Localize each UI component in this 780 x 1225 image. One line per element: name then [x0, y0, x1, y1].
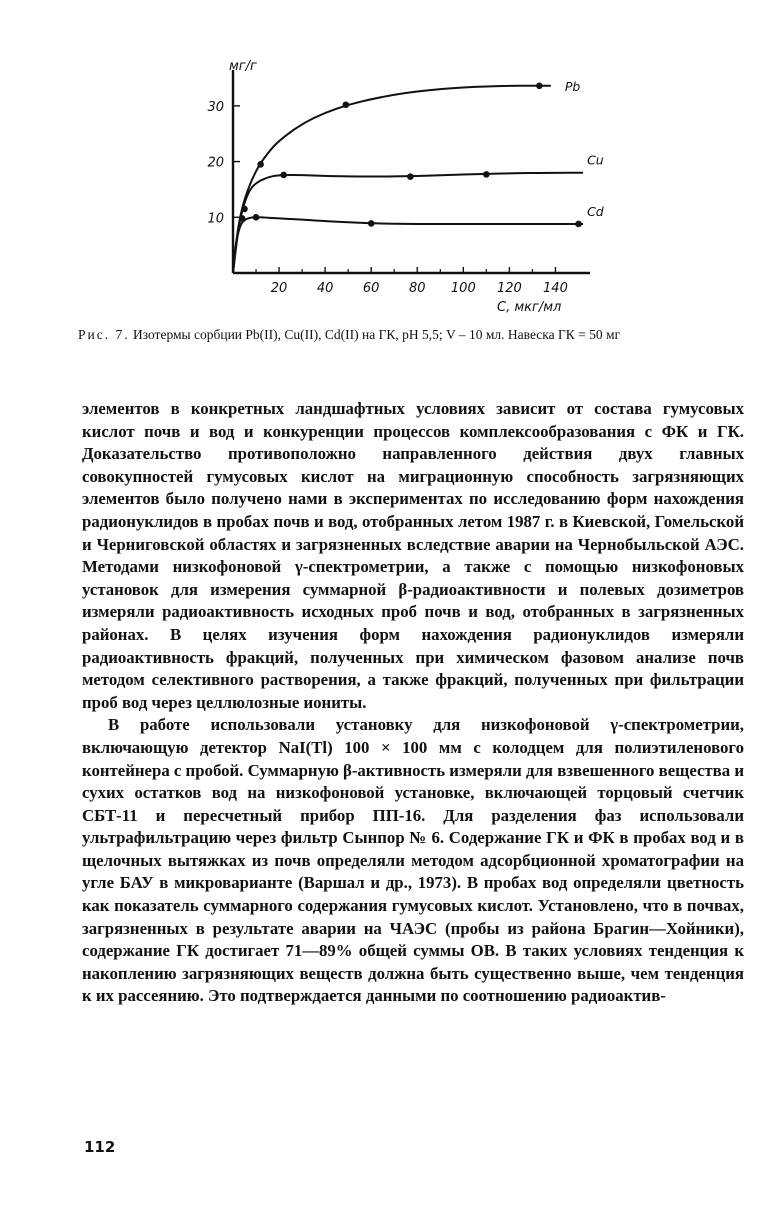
- data-point-cd: [239, 215, 246, 222]
- y-tick-label: 10: [207, 211, 224, 227]
- x-tick-label: 80: [408, 281, 426, 296]
- series-label-cd: Cd: [587, 203, 604, 219]
- chart-axes: [233, 70, 590, 273]
- sorption-isotherm-chart: [195, 48, 615, 318]
- paragraph-2: В работе использовали установку для низкофоновой γ-спектрометрии, включающую детектор NaI(Tl) 100 × 100 мм с колодцем для полиэтиленового контейнера с пробой. Суммарную β-активность измеряли для взвешенного вещества и сухих остатков вод на низкофоновой установке, включающей торцовый счетчик СБТ-11 и пересчетный прибор ПП-16. Для разделения фаз использовали ультрафильтрацию через фильтр Сынпор № 6. Содержание ГК и ФК в пробах вод и в щелочных вытяжках из почв определяли методом адсорбционной хроматографии на угле БАУ в микроварианте (Варшал и др., 1973). В пробах вод определяли цветность как показатель суммарного содержания гумусовых кислот. Установлено, что в почвах, загрязненных в результате аварии на ЧАЭС (пробы из района Брагин—Хойники), содержание ГК достигает 71—89% общей суммы ОВ. В таких условиях тенденция к накоплению загрязняющих веществ должна быть существенно выше, чем тенденция к их рассеянию. Это подтверждается данными по соотношению радиоактив-: [82, 715, 744, 1006]
- figure-caption-label: Рис. 7.: [78, 327, 130, 342]
- series-line-cd: [233, 217, 583, 273]
- series-cd: [233, 204, 604, 273]
- chart-ticks: [207, 100, 567, 296]
- x-tick-label: 20: [270, 281, 288, 296]
- series-line-pb: [233, 86, 551, 273]
- data-point-cd: [253, 214, 260, 221]
- data-point-pb: [536, 83, 543, 90]
- x-tick-label: 100: [450, 281, 476, 296]
- y-tick-label: 30: [207, 99, 224, 115]
- figure-caption-text: Изотермы сорбции Pb(II), Cu(II), Cd(II) на ГК, рН 5,5; V – 10 мл. Навеска ГК = 50 мг: [132, 327, 621, 342]
- page-number: 112: [84, 1138, 116, 1156]
- x-tick-label: 40: [316, 281, 334, 296]
- data-point-cu: [280, 172, 287, 179]
- x-tick-label: 120: [496, 281, 522, 296]
- x-tick-label: 140: [543, 281, 568, 296]
- data-point-cd: [575, 221, 582, 228]
- y-tick-label: 20: [207, 155, 224, 171]
- y-axis-label: мг/г: [229, 59, 257, 74]
- series-cu: [233, 153, 604, 273]
- series-label-pb: Pb: [564, 78, 581, 94]
- chart-series: [233, 79, 604, 273]
- series-label-cu: Cu: [587, 152, 604, 168]
- x-tick-label: 60: [362, 281, 380, 296]
- data-point-pb: [257, 161, 264, 168]
- x-axis-label: C, мкг/мл: [497, 300, 562, 315]
- body-text: [82, 398, 744, 1008]
- data-point-pb: [343, 101, 350, 108]
- paragraph-1: элементов в конкретных ландшафтных условиях зависит от состава гумусовых кислот почв и вод и конкуренции процессов комплексообразования с ФК и ГК. Доказательство противоположно направленного действия двух главных совокупностей гумусовых кислот на миграционную способность загрязняющих элементов было получено нами в экспериментах по исследованию форм нахождения радионуклидов в пробах почв и вод, отобранных летом 1987 г. в Киевской, Гомельской и Черниговской областях и загрязненных вследствие аварии на Чернобыльской АЭС. Методами низкофоновой γ-спектрометрии, а также с помощью низкофоновых установок для измерения суммарной β-радиоактивности и полевых дозиметров измеряли радиоактивность исходных проб почв и вод, отобранных в загрязненных районах. В целях изучения форм нахождения радионуклидов измеряли радиоактивность фракций, полученных при химическом фазовом анализе почв методом селективного растворения, а также фракций, полученных при фильтрации проб вод через целлюлозные иониты.: [82, 399, 744, 712]
- figure-caption: [78, 326, 738, 343]
- data-point-cd: [368, 220, 375, 227]
- data-point-cu: [483, 171, 490, 178]
- data-point-cu: [407, 173, 414, 180]
